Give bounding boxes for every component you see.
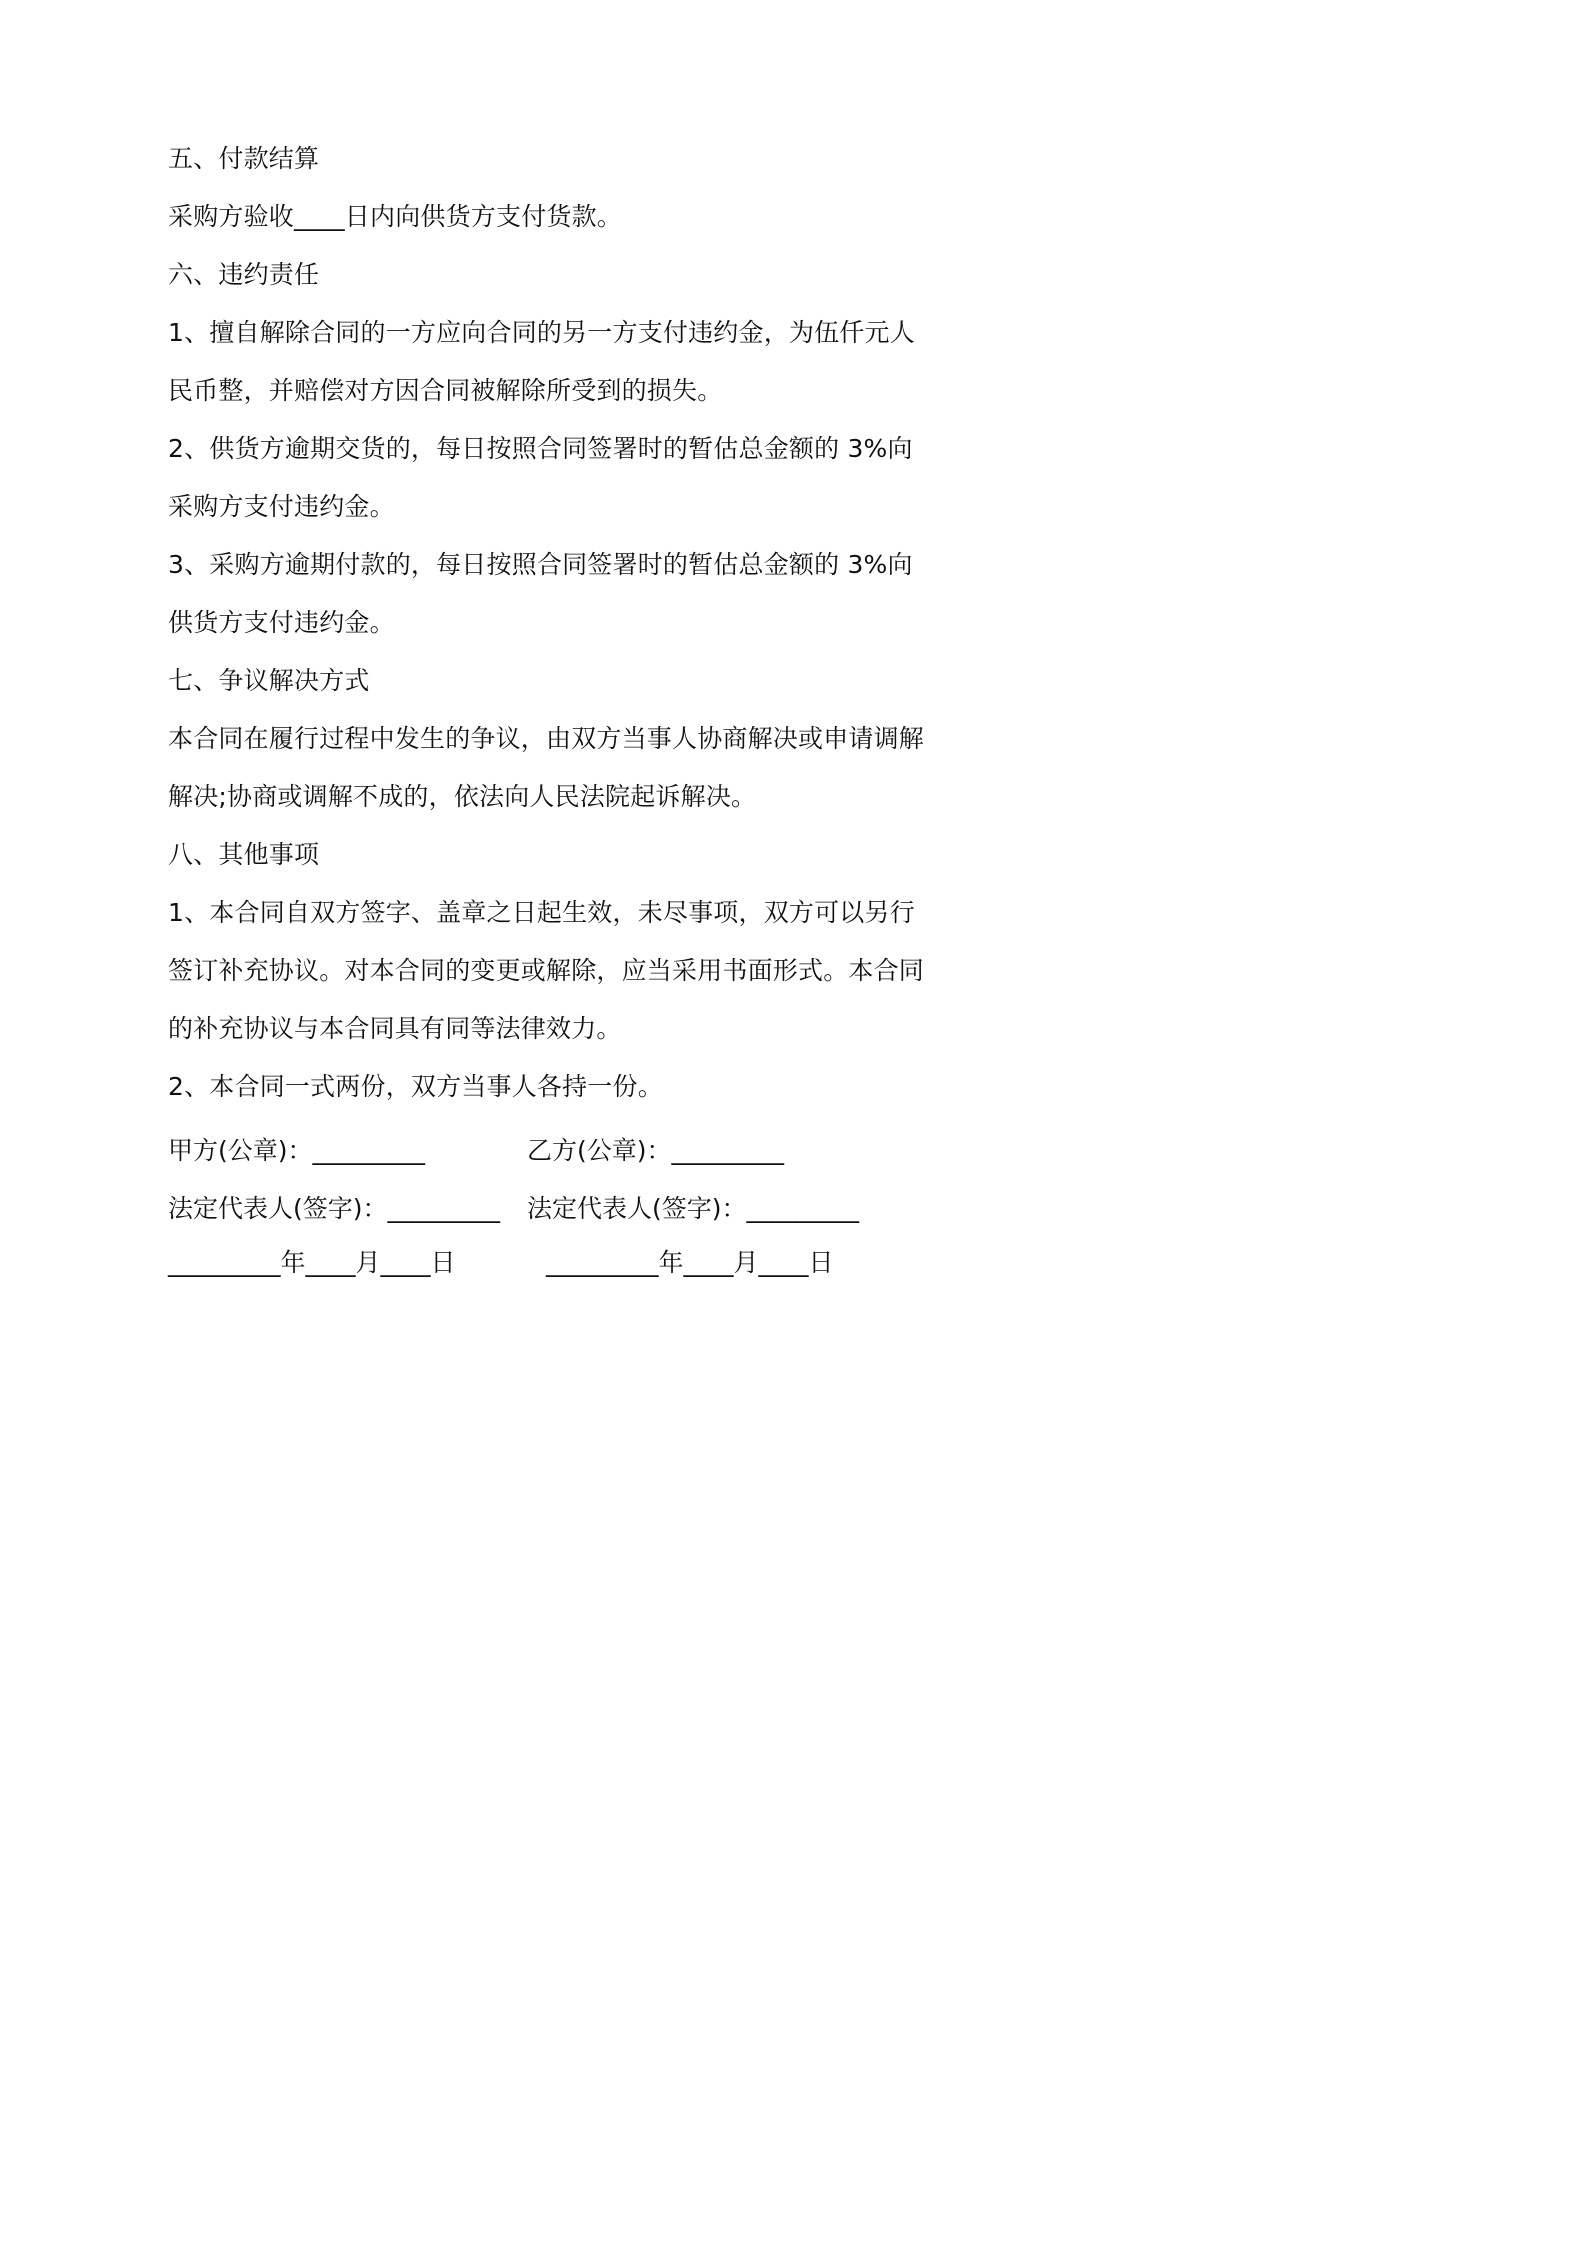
section-6-clause-3-line-1: 3、采购方逾期付款的，每日按照合同签署时的暂估总金额的 3%向 [168, 550, 913, 579]
party-b-seal-field: 乙方(公章)：_________ [527, 1136, 785, 1165]
party-b-date-field: _________年____月____日 [546, 1248, 834, 1277]
section-8-heading: 八、其他事项 [168, 840, 320, 869]
section-6-clause-1-line-1: 1、擅自解除合同的一方应向合同的另一方支付违约金，为伍仟元人 [168, 318, 915, 347]
section-6-heading: 六、违约责任 [168, 260, 320, 289]
section-6-clause-2-line-2: 采购方支付违约金。 [168, 492, 395, 521]
document-page [0, 0, 1102, 1559]
section-5-heading: 五、付款结算 [168, 144, 320, 173]
party-b-representative-field: 法定代表人(签字)：_________ [527, 1194, 860, 1223]
section-5-body: 采购方验收____日内向供货方支付货款。 [168, 202, 623, 231]
section-8-clause-2: 2、本合同一式两份，双方当事人各持一份。 [168, 1072, 663, 1101]
section-7-body-line-2: 解决;协商或调解不成的，依法向人民法院起诉解决。 [168, 782, 757, 811]
party-a-representative-field: 法定代表人(签字)：_________ [168, 1194, 501, 1223]
section-6-clause-1-line-2: 民币整，并赔偿对方因合同被解除所受到的损失。 [168, 376, 723, 405]
section-7-body-line-1: 本合同在履行过程中发生的争议，由双方当事人协商解决或申请调解 [168, 724, 925, 753]
section-6-clause-3-line-2: 供货方支付违约金。 [168, 608, 395, 637]
section-8-clause-1-line-3: 的补充协议与本合同具有同等法律效力。 [168, 1014, 622, 1043]
party-a-seal-field: 甲方(公章)：_________ [168, 1136, 426, 1165]
section-8-clause-1-line-1: 1、本合同自双方签字、盖章之日起生效，未尽事项，双方可以另行 [168, 898, 915, 927]
section-8-clause-1-line-2: 签订补充协议。对本合同的变更或解除，应当采用书面形式。本合同 [168, 956, 925, 985]
section-6-clause-2-line-1: 2、供货方逾期交货的，每日按照合同签署时的暂估总金额的 3%向 [168, 434, 913, 463]
section-7-heading: 七、争议解决方式 [168, 666, 370, 695]
party-a-date-field: _________年____月____日 [168, 1248, 456, 1277]
